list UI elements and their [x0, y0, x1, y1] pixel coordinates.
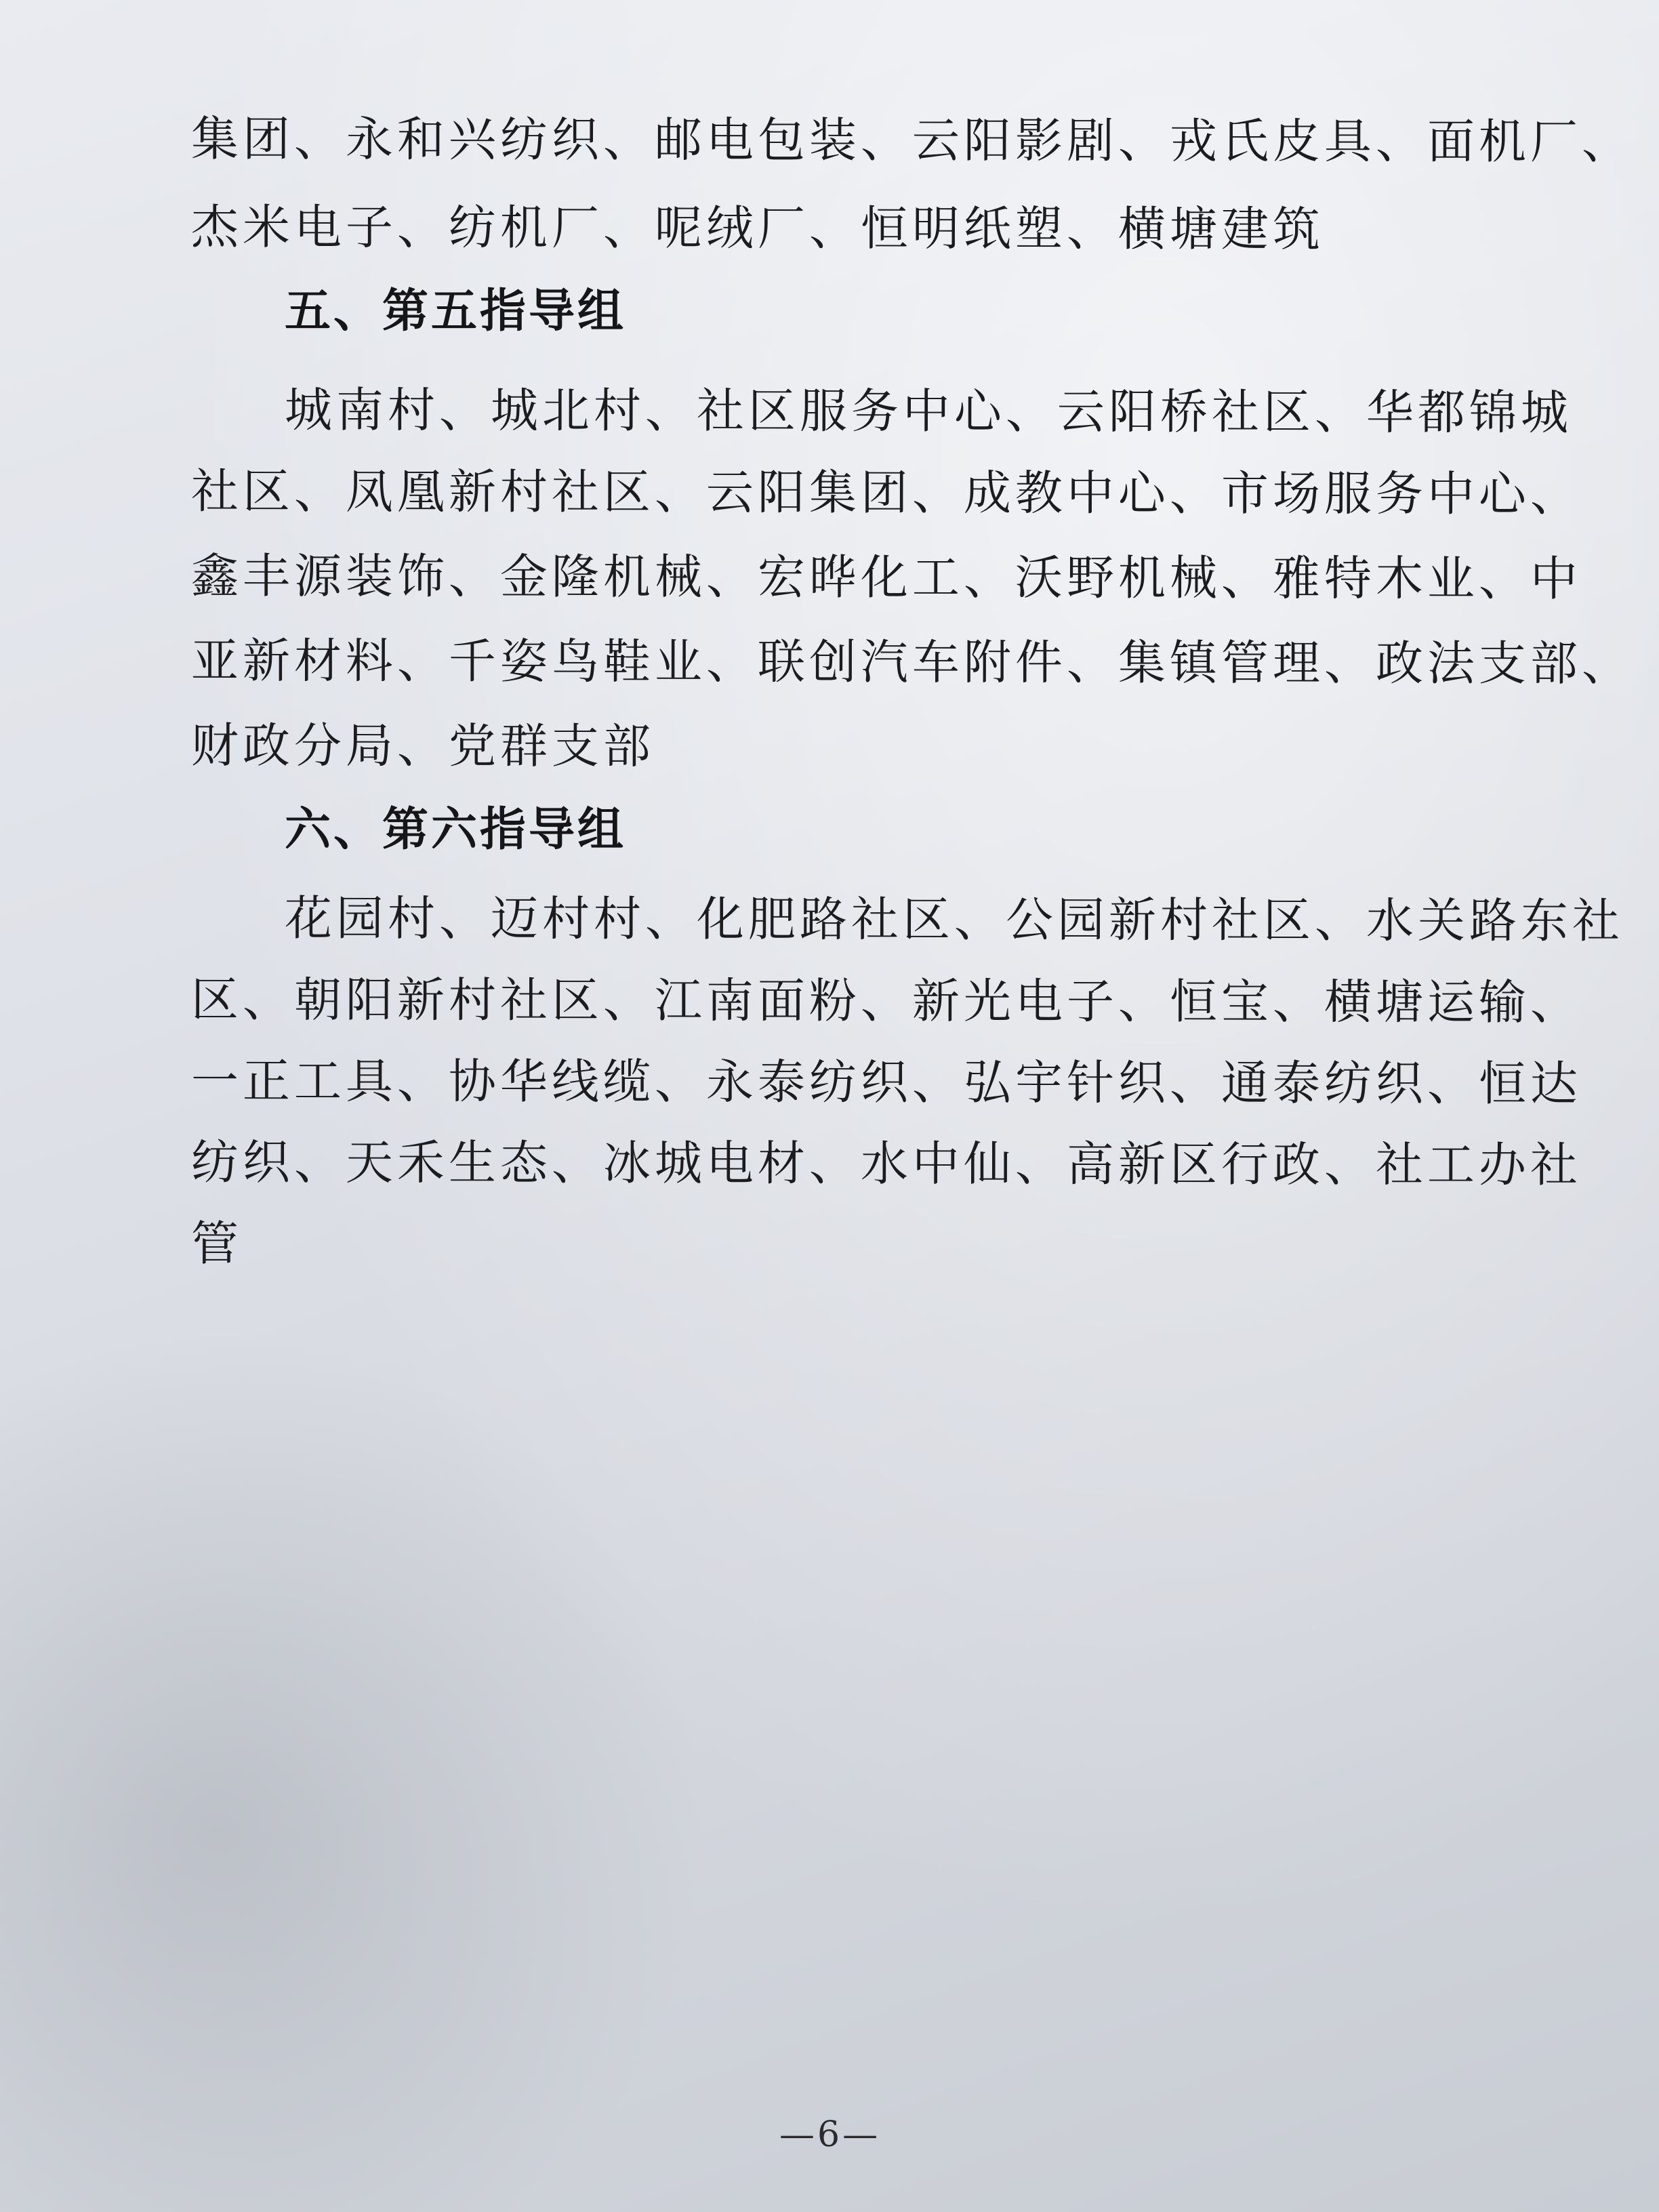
body-line: 管 — [190, 1216, 243, 1272]
page-number: —6— — [779, 2114, 881, 2155]
body-line: 鑫丰源装饰、金隆机械、宏晔化工、沃野机械、雅特木业、中 — [190, 548, 1582, 607]
body-line: 杰米电子、纺机厂、呢绒厂、恒明纸塑、横塘建筑 — [190, 199, 1324, 258]
section-heading-6: 六、第六指导组 — [285, 803, 627, 857]
photo-shadow — [0, 1288, 745, 2212]
body-line: 集团、永和兴纺织、邮电包装、云阳影剧、戎氏皮具、面机厂、 — [190, 110, 1633, 170]
body-line: 社区、凤凰新村社区、云阳集团、成教中心、市场服务中心、 — [190, 464, 1582, 523]
body-line: 一正工具、协华线缆、永泰纺织、弘宇针织、通泰纺织、恒达 — [190, 1053, 1582, 1112]
body-line: 城南村、城北村、社区服务中心、云阳桥社区、华都锦城 — [284, 382, 1572, 441]
body-line: 纺织、天禾生态、冰城电材、水中仙、高新区行政、社工办社 — [190, 1134, 1582, 1193]
section-heading-5: 五、第五指导组 — [285, 285, 627, 338]
body-line: 花园村、迈村村、化肥路社区、公园新村社区、水关路东社 — [284, 890, 1624, 949]
body-line: 亚新材料、千姿鸟鞋业、联创汽车附件、集镇管理、政法支部、 — [190, 633, 1633, 692]
body-line: 区、朝阳新村社区、江南面粉、新光电子、恒宝、横塘运输、 — [190, 972, 1582, 1031]
body-line: 财政分局、党群支部 — [190, 718, 655, 775]
